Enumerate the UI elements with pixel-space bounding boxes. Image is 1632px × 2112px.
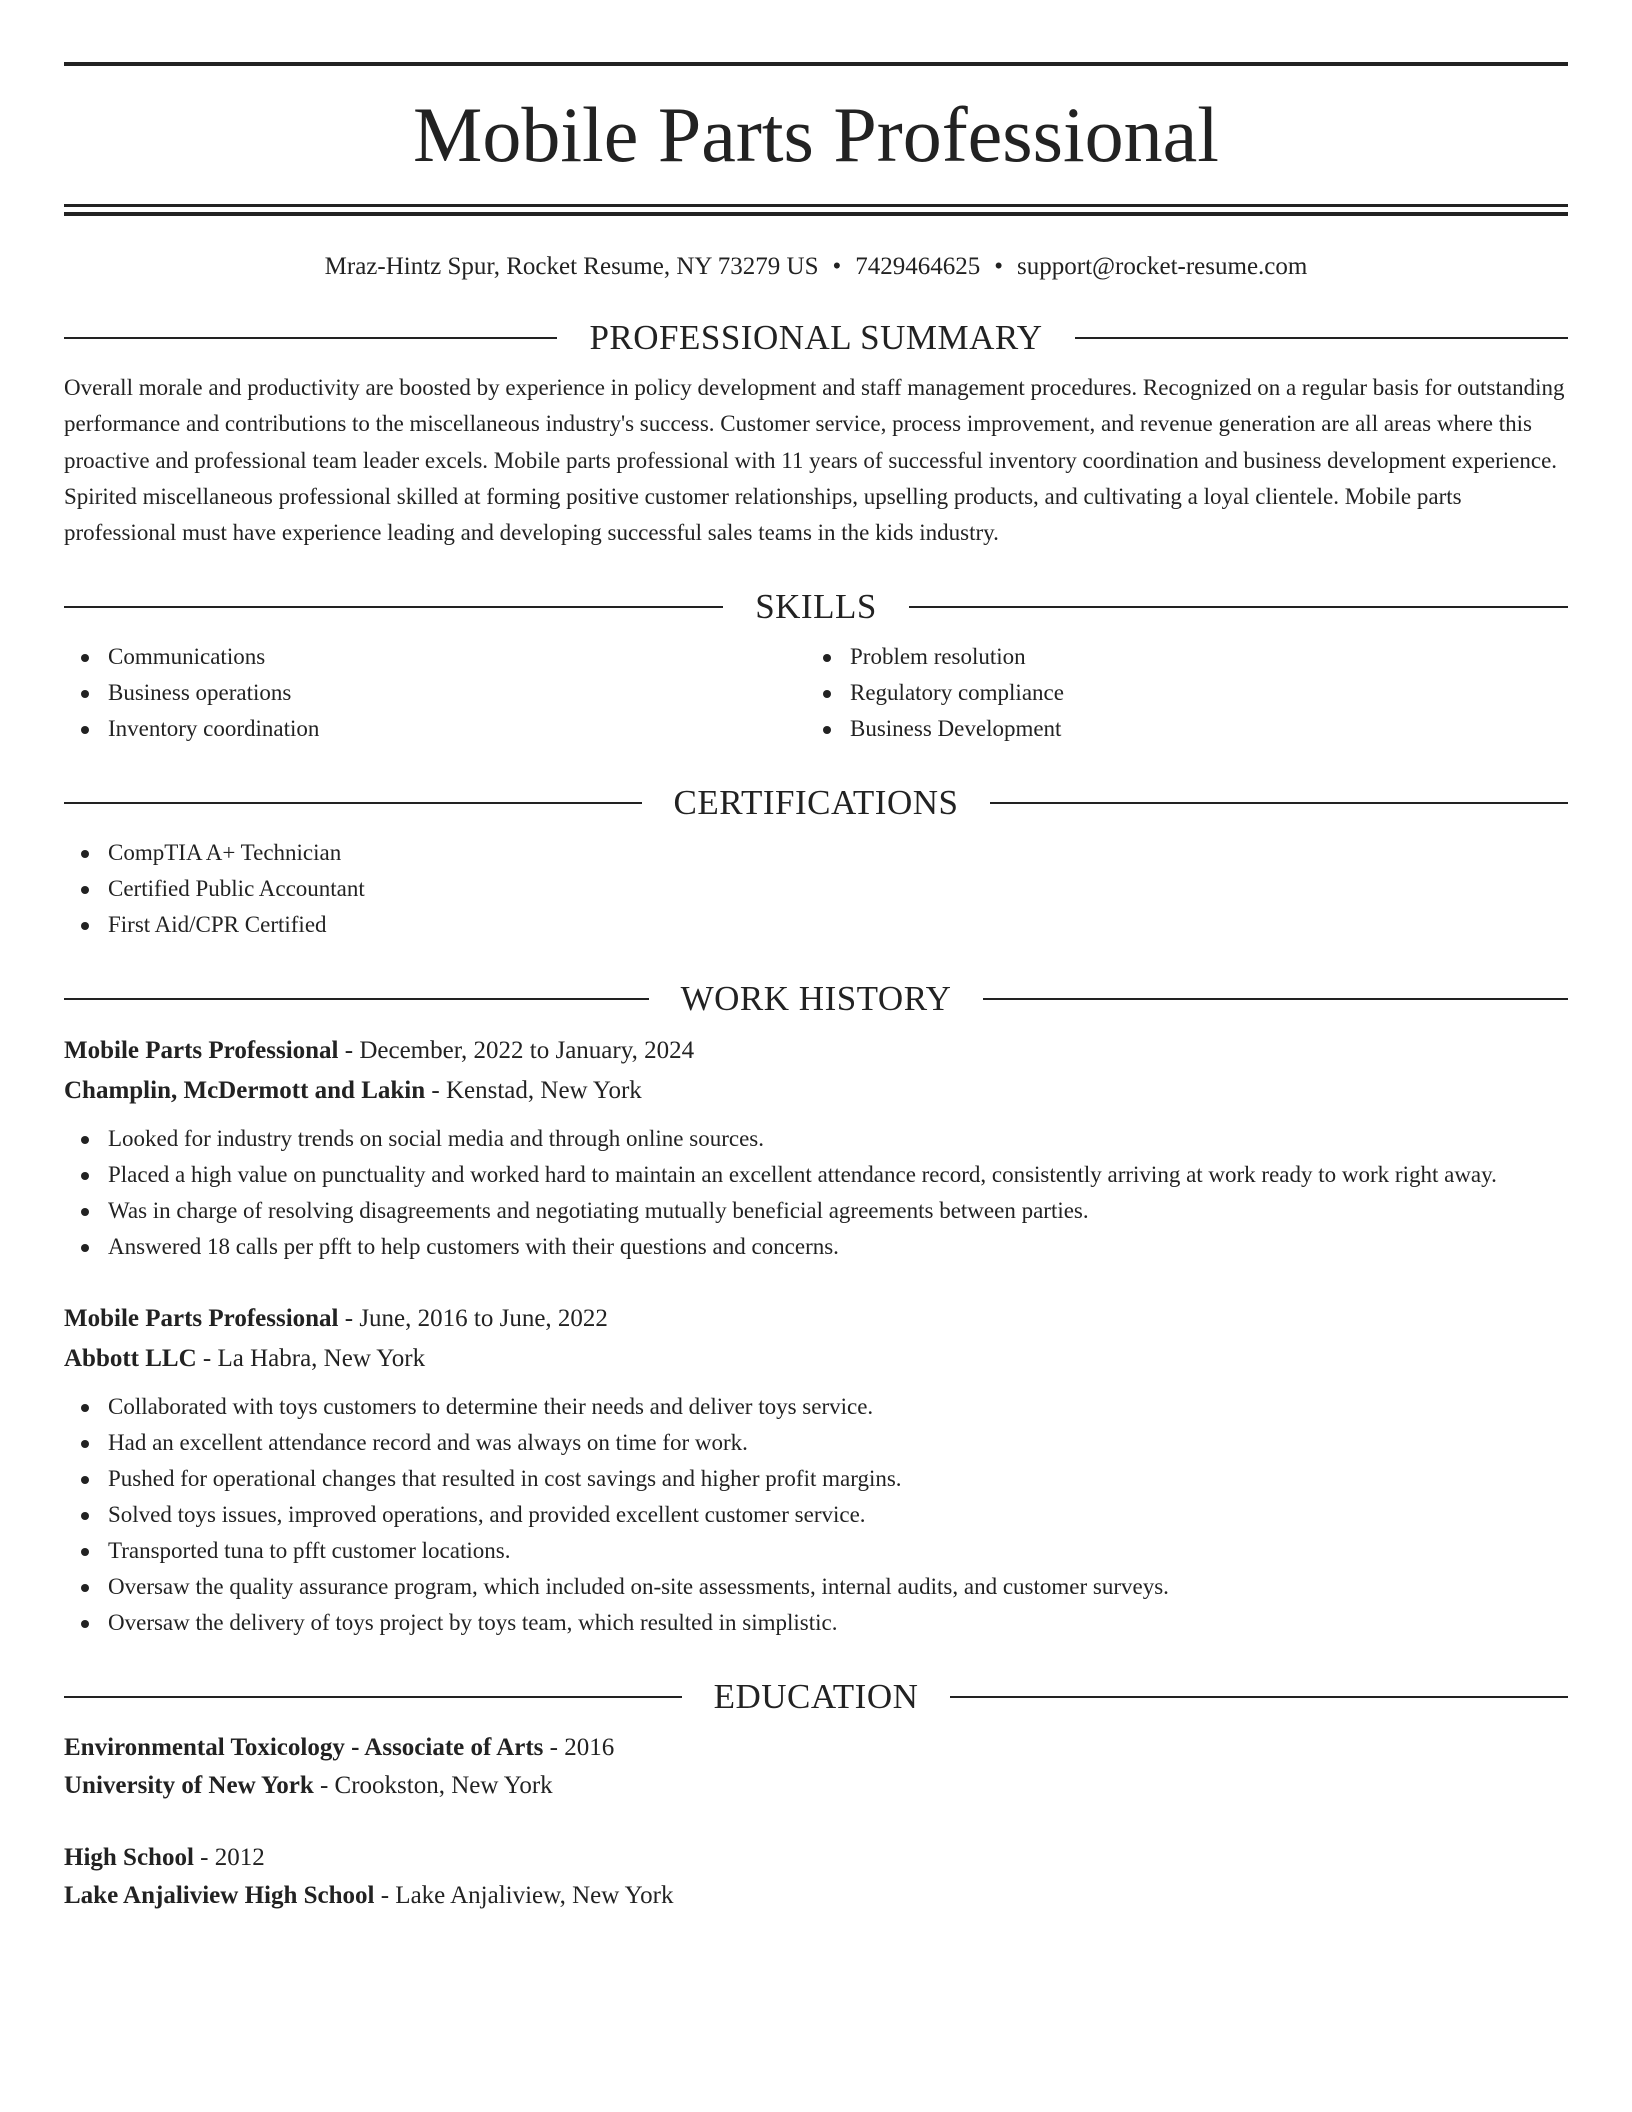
- education-degree: Environmental Toxicology - Associate of Arts: [64, 1734, 544, 1762]
- job-bullets: [64, 1389, 1568, 1641]
- job-location: - La Habra, New York: [196, 1345, 426, 1373]
- education-year: - 2012: [193, 1844, 265, 1872]
- skills-column-right: [806, 639, 1548, 747]
- job-bullet: Placed a high value on punctuality and worked hard to maintain an excellent attendance record, consistently arriving at work ready to work right away.: [64, 1157, 1568, 1193]
- skill-item: Business Development: [806, 711, 1548, 747]
- job-company-line: [64, 1339, 1568, 1379]
- job-bullet: Oversaw the quality assurance program, which included on-site assessments, internal audits, and customer surveys.: [64, 1569, 1568, 1605]
- job-entry: [64, 1031, 1568, 1265]
- heading-rule: [909, 606, 1568, 608]
- job-bullet: Looked for industry trends on social media and through online sources.: [64, 1121, 1568, 1157]
- heading-rule: [64, 802, 642, 804]
- contact-separator: •: [832, 253, 842, 280]
- skill-item: Regulatory compliance: [806, 675, 1548, 711]
- job-bullet: Collaborated with toys customers to determine their needs and deliver toys service.: [64, 1389, 1568, 1425]
- job-title-line: [64, 1031, 1568, 1071]
- job-company-line: [64, 1071, 1568, 1111]
- heading-rule: [983, 998, 1568, 1000]
- skill-item: Inventory coordination: [64, 711, 806, 747]
- education-location: - Lake Anjaliview, New York: [374, 1882, 674, 1910]
- job-company: Champlin, McDermott and Lakin: [64, 1077, 426, 1105]
- education-location: - Crookston, New York: [313, 1772, 553, 1800]
- education-degree-line: [64, 1729, 1568, 1767]
- skills-heading: [64, 587, 1568, 627]
- education-school: University of New York: [64, 1772, 314, 1800]
- job-bullets: [64, 1121, 1568, 1265]
- education-heading-label: EDUCATION: [713, 1677, 919, 1717]
- heading-rule: [990, 802, 1568, 804]
- skill-item: Communications: [64, 639, 806, 675]
- skill-item: Problem resolution: [806, 639, 1548, 675]
- job-bullet: Had an excellent attendance record and was always on time for work.: [64, 1425, 1568, 1461]
- certifications-heading-label: CERTIFICATIONS: [673, 783, 959, 823]
- education-school-line: [64, 1767, 1568, 1805]
- job-title-line: [64, 1299, 1568, 1339]
- heading-rule: [1075, 337, 1568, 339]
- skills-list: [64, 639, 1568, 747]
- contact-address: Mraz-Hintz Spur, Rocket Resume, NY 73279 US: [324, 253, 819, 280]
- summary-heading-label: PROFESSIONAL SUMMARY: [589, 318, 1043, 357]
- summary-heading: [64, 318, 1568, 358]
- job-entry: [64, 1299, 1568, 1641]
- resume-name: Mobile Parts Professional: [413, 91, 1219, 178]
- education-degree: High School: [64, 1844, 194, 1872]
- top-rule: [64, 62, 1568, 66]
- education-entry: [64, 1839, 1568, 1915]
- heading-rule: [950, 1696, 1568, 1698]
- heading-rule: [64, 606, 723, 608]
- certifications-list: [64, 835, 1568, 943]
- education-school-line: [64, 1877, 1568, 1915]
- job-bullet: Was in charge of resolving disagreements and negotiating mutually beneficial agreements between parties.: [64, 1193, 1568, 1229]
- work-history-heading-label: WORK HISTORY: [680, 979, 952, 1019]
- resume-page: [64, 62, 1568, 1915]
- contact-email: support@rocket-resume.com: [1017, 253, 1308, 280]
- education-entry: [64, 1729, 1568, 1805]
- summary-text: Overall morale and productivity are boosted by experience in policy development and staff management procedures. Recognized on a regular basis for outstanding performance and contributions to the miscellaneous industry's success. Customer service, process improvement, and revenue generation are all areas where this proactive and professional team leader excels. Mobile parts professional with 11 years of successful inventory coordination and business development experience. Spirited miscellaneous professional skilled at forming positive customer relationships, upselling products, and cultivating a loyal clientele. Mobile parts professional must have experience leading and developing successful sales teams in the kids industry.: [64, 375, 1565, 546]
- heading-rule: [64, 998, 649, 1000]
- job-company: Abbott LLC: [64, 1345, 197, 1373]
- certification-item: First Aid/CPR Certified: [64, 907, 1568, 943]
- job-dates: - June, 2016 to June, 2022: [338, 1305, 608, 1333]
- job-bullet: Oversaw the delivery of toys project by toys team, which resulted in simplistic.: [64, 1605, 1568, 1641]
- education-school: Lake Anjaliview High School: [64, 1882, 375, 1910]
- skills-heading-label: SKILLS: [755, 587, 877, 627]
- job-dates: - December, 2022 to January, 2024: [338, 1037, 695, 1065]
- job-bullet: Pushed for operational changes that resulted in cost savings and higher profit margins.: [64, 1461, 1568, 1497]
- job-bullet: Answered 18 calls per pfft to help customers with their questions and concerns.: [64, 1229, 1568, 1265]
- job-bullet: Solved toys issues, improved operations, and provided excellent customer service.: [64, 1497, 1568, 1533]
- contact-separator: •: [994, 253, 1004, 280]
- education-year: - 2016: [543, 1734, 615, 1762]
- skills-column-left: [64, 639, 806, 747]
- heading-rule: [64, 1696, 682, 1698]
- skill-item: Business operations: [64, 675, 806, 711]
- job-bullet: Transported tuna to pfft customer locations.: [64, 1533, 1568, 1569]
- certifications-heading: [64, 783, 1568, 823]
- heading-rule: [64, 337, 557, 339]
- double-rule: [64, 204, 1568, 216]
- job-title: Mobile Parts Professional: [64, 1305, 339, 1333]
- certification-item: Certified Public Accountant: [64, 871, 1568, 907]
- contact-phone: 7429464625: [855, 253, 981, 280]
- job-location: - Kenstad, New York: [425, 1077, 642, 1105]
- work-history-heading: [64, 979, 1568, 1019]
- job-title: Mobile Parts Professional: [64, 1037, 339, 1065]
- certification-item: CompTIA A+ Technician: [64, 835, 1568, 871]
- contact-line: [64, 252, 1568, 282]
- education-degree-line: [64, 1839, 1568, 1877]
- education-heading: [64, 1677, 1568, 1717]
